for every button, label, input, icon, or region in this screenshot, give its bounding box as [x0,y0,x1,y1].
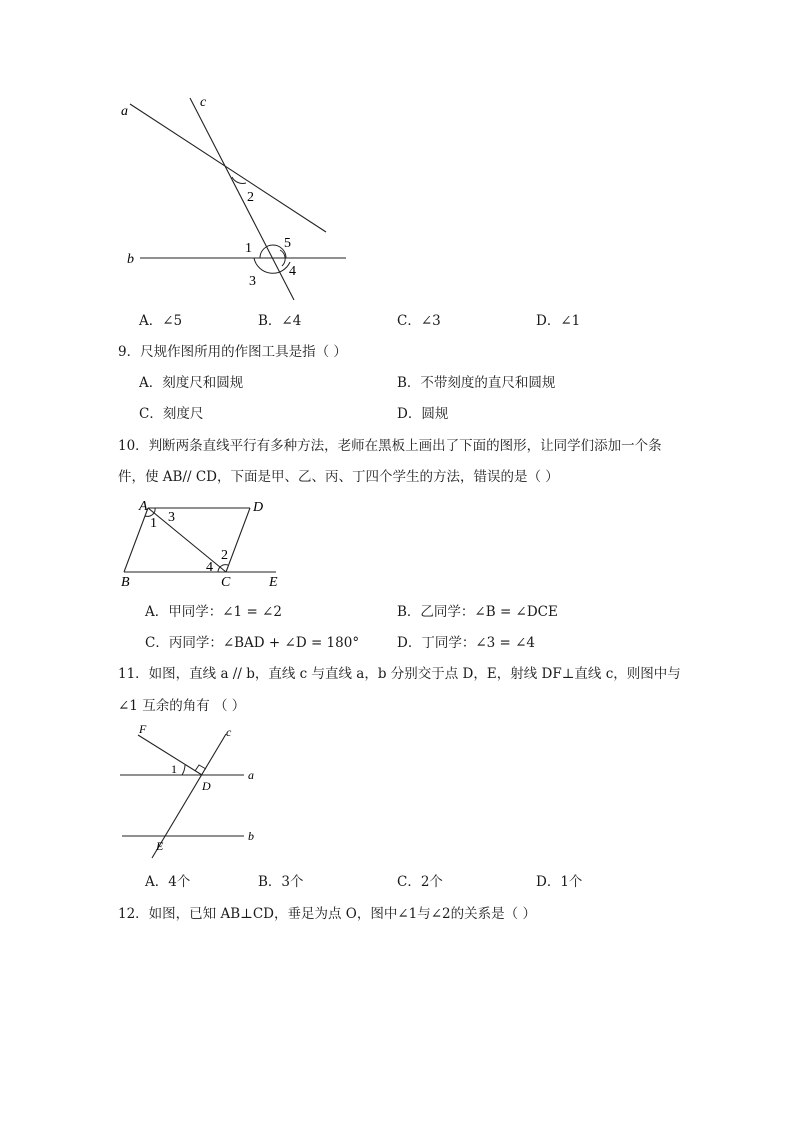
q8-label-4: 4 [289,264,296,279]
q10-segment-cd [226,508,250,572]
q10-angle-4-arc [218,567,220,572]
q11-label-a: a [248,768,254,782]
q11-label-f: F [139,722,147,736]
q11-option-d[interactable]: D．1个 [536,874,583,890]
q8-label-a: a [121,104,128,119]
q8-label-2: 2 [247,190,254,205]
q11-ray-df [138,735,202,775]
q11-label-d: D [202,779,211,793]
q10-segment-ab [124,508,148,572]
q10-label-e: E [269,575,278,590]
q10-stem-line2: 件，使 AB// CD，下面是甲、乙、丙、丁四个学生的方法，错误的是（ ） [118,469,559,485]
q10-stem-line1: 10．判断两条直线平行有多种方法，老师在黑板上画出了下面的图形，让同学们添加一个条 [118,438,662,454]
q10-segment-ac [148,508,226,572]
q10-label-a: A [139,499,148,514]
q12-stem: 12．如图，已知 AB⊥CD，垂足为点 O，图中∠1与∠2的关系是（ ） [118,906,536,922]
q10-option-b[interactable]: B．乙同学：∠B = ∠DCE [397,604,558,620]
q11-figure [110,722,270,862]
q9-option-d[interactable]: D．圆规 [397,406,449,422]
q8-label-3: 3 [249,274,256,289]
q9-option-b[interactable]: B．不带刻度的直尺和圆规 [397,375,556,391]
q11-label-e: E [156,839,164,853]
q10-label-c: C [221,575,231,590]
q9-option-c[interactable]: C．刻度尺 [139,406,204,422]
q8-option-d[interactable]: D．∠1 [536,313,581,329]
q11-label-b: b [248,829,254,843]
q10-option-a[interactable]: A．甲同学：∠1 = ∠2 [145,604,282,620]
q10-label-d: D [253,500,264,515]
q10-figure [110,496,290,590]
q10-label-3: 3 [168,510,175,525]
q8-option-b[interactable]: B．∠4 [258,313,302,329]
q8-label-c: c [200,95,207,110]
q10-label-b: B [121,575,130,590]
q8-line-c [190,98,294,300]
q10-angle-2-arc [220,565,228,567]
q11-stem-line1: 11．如图，直线 a // b，直线 c 与直线 a，b 分别交于点 D，E，射线 DF⊥直线 c，则图中与 [118,666,681,682]
q11-option-c[interactable]: C．2个 [397,874,443,890]
q8-option-c[interactable]: C．∠3 [397,313,441,329]
q9-stem: 9．尺规作图所用的作图工具是指（ ） [118,344,347,360]
q8-label-5: 5 [284,236,291,251]
q11-label-1: 1 [171,762,177,776]
q9-option-a[interactable]: A．刻度尺和圆规 [139,375,244,391]
q11-option-b[interactable]: B．3个 [258,874,304,890]
q11-label-c: c [226,725,232,739]
q11-option-a[interactable]: A．4个 [145,874,191,890]
q10-option-d[interactable]: D．丁同学：∠3 = ∠4 [397,635,536,651]
q8-option-a[interactable]: A．∠5 [139,313,183,329]
q11-angle-1-arc [182,765,185,775]
q10-option-c[interactable]: C．丙同学：∠BAD + ∠D = 180° [145,635,360,651]
q10-label-2: 2 [221,548,228,563]
q8-line-a [130,104,326,232]
q8-label-b: b [127,252,134,267]
q11-stem-line2: ∠1 互余的角有 （ ） [118,698,246,714]
q10-angle-3-arc [154,508,155,513]
q8-figure [110,90,360,305]
q10-label-4: 4 [206,560,213,575]
q10-label-1: 1 [150,516,157,531]
q8-label-1: 1 [245,241,252,256]
